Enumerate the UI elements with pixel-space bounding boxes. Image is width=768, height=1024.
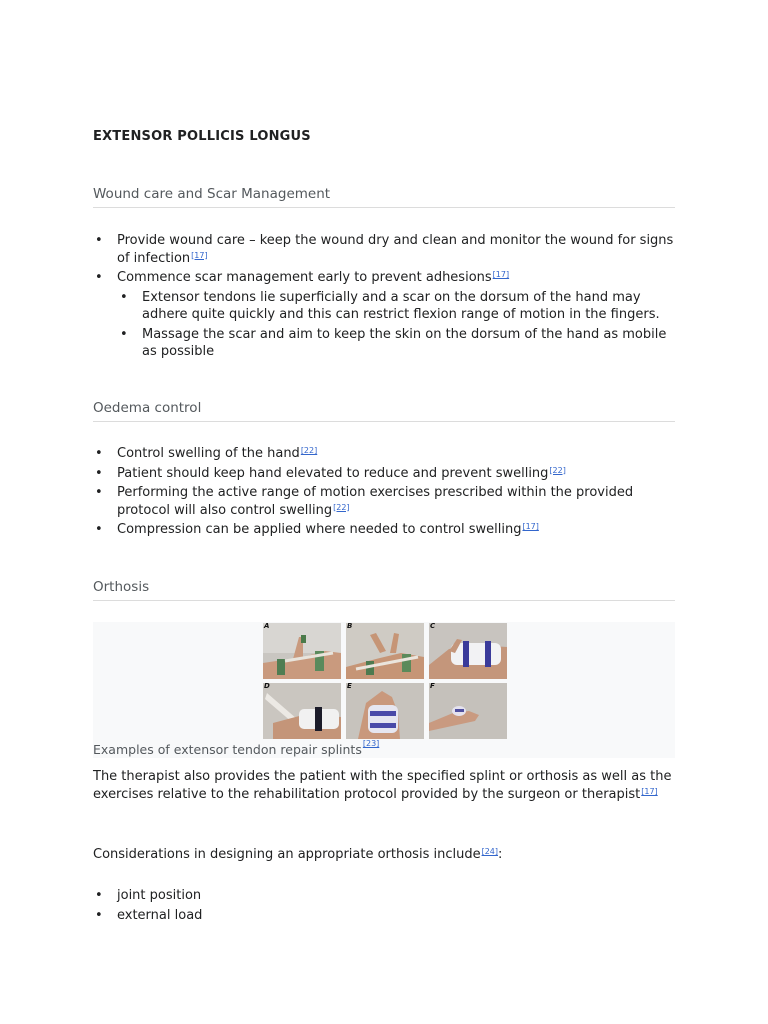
list-item xyxy=(93,484,675,519)
section-heading-wound-care: Wound care and Scar Management xyxy=(93,186,675,208)
reference-link[interactable]: [24] xyxy=(481,847,498,856)
sub-list-item: • Massage the scar and aim to keep the skin on the dorsum of the hand as mobile as possible xyxy=(117,326,675,361)
list-item-text: Provide wound care – keep the wound dry and clean and monitor the wound for signs of infection xyxy=(117,233,674,266)
figure-caption-text: Examples of extensor tendon repair splints xyxy=(93,742,362,757)
wound-care-list xyxy=(93,232,675,363)
sub-list-item: • Extensor tendons lie superficially and a scar on the dorsum of the hand may adhere quite quickly and this can restrict flexion range of motion in the fingers. xyxy=(117,289,675,324)
list-item xyxy=(93,232,675,267)
splint-figure xyxy=(93,622,675,758)
splint-photo-f xyxy=(429,683,507,739)
list-item xyxy=(93,445,675,463)
panel-label: B xyxy=(347,623,353,630)
figure-caption xyxy=(93,739,380,757)
splint-photo-b xyxy=(346,623,424,679)
orthosis-paragraph xyxy=(93,768,675,804)
reference-link[interactable]: [22] xyxy=(549,465,566,475)
panel-label: C xyxy=(430,623,436,630)
splint-image-grid[interactable] xyxy=(263,623,506,739)
splint-photo-d xyxy=(263,683,341,739)
reference-link[interactable]: [22] xyxy=(333,502,350,512)
reference-link[interactable]: [17] xyxy=(522,522,539,531)
list-item-text: Performing the active range of motion exercises prescribed within the provided protocol will also control swelling xyxy=(117,485,634,518)
reference-link[interactable]: [17] xyxy=(191,250,208,260)
panel-label: E xyxy=(347,683,352,690)
paragraph-text: Considerations in designing an appropriate orthosis include xyxy=(93,847,481,862)
section-heading-oedema-control: Oedema control xyxy=(93,400,675,422)
splint-photo-c xyxy=(429,623,507,679)
panel-label: A xyxy=(264,623,270,630)
list-item-text: Patient should keep hand elevated to reduce and prevent swelling xyxy=(117,465,549,481)
reference-link[interactable]: [22] xyxy=(300,446,318,455)
reference-link[interactable]: [17] xyxy=(641,787,658,796)
oedema-list xyxy=(93,445,675,541)
list-item: • external load xyxy=(93,907,675,925)
page-title: EXTENSOR POLLICIS LONGUS xyxy=(93,129,311,144)
list-item-text: Control swelling of the hand xyxy=(117,446,300,461)
list-item-text: Commence scar management early to prevent adhesions xyxy=(117,270,492,285)
reference-link[interactable]: [17] xyxy=(492,270,510,279)
list-item: • joint position xyxy=(93,887,675,905)
considerations-list xyxy=(93,887,675,926)
considerations-paragraph xyxy=(93,846,675,864)
section-heading-orthosis: Orthosis xyxy=(93,579,675,601)
splint-photo-e xyxy=(346,683,424,739)
list-item xyxy=(93,269,675,361)
list-item-text: Compression can be applied where needed to control swelling xyxy=(117,522,522,537)
paragraph-suffix: : xyxy=(498,847,503,862)
paragraph-text: The therapist also provides the patient with the specified splint or orthosis as well as the exercises relative to the rehabilitation protocol provided by the surgeon or therapist xyxy=(93,769,672,802)
panel-label: F xyxy=(430,683,435,690)
panel-label: D xyxy=(264,683,270,690)
list-item xyxy=(93,521,675,539)
list-item xyxy=(93,465,675,483)
reference-link[interactable]: [23] xyxy=(362,739,380,748)
splint-photo-a xyxy=(263,623,341,679)
sub-list xyxy=(117,289,675,361)
